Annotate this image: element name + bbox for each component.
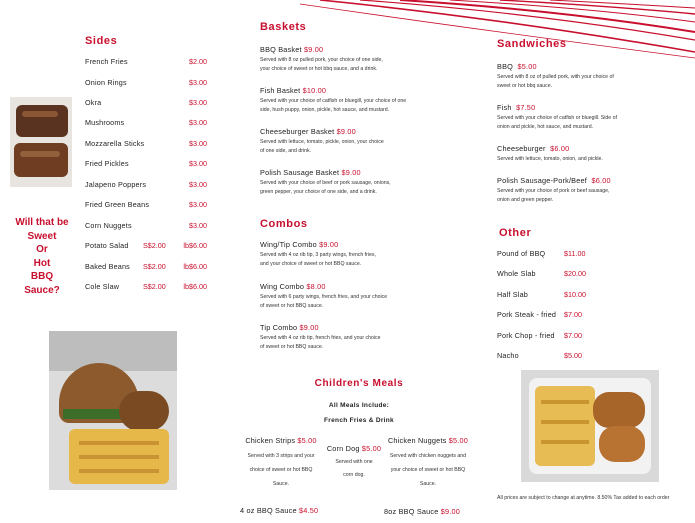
other-item: Pork Steak - fried $7.00 <box>497 310 582 319</box>
sauce-4oz: 4 oz BBQ Sauce $4.50 <box>240 506 319 515</box>
side-item: Fried Pickles $3.00 <box>85 159 207 168</box>
side-item: Onion Rings $3.00 <box>85 78 207 87</box>
other-item: Half Slab $10.00 <box>497 290 586 299</box>
menu-item-chicken-strips: Chicken Strips $5.00 Served with 3 strips and your choice of sweet or hot BBQ Sauce. <box>245 436 317 487</box>
sauce-question: Will that be Sweet Or Hot BBQ Sauce? <box>15 217 69 296</box>
side-item: French Fries $2.00 <box>85 57 207 66</box>
side-item: Corn Nuggets $3.00 <box>85 221 207 230</box>
sandwiches-heading: Sandwiches <box>497 38 567 50</box>
chicken-fries-photo <box>521 370 659 482</box>
burger-fries-photo <box>49 331 177 490</box>
menu-item-polish-sausage-sandwich: Polish Sausage-Pork/Beef $6.00 Served with your choice of pork or beef sausage, onion and green pepper. <box>497 176 611 203</box>
menu-item-tip-combo: Tip Combo $9.00 Served with 4 oz rib tip, french fries, and your choice of sweet or hot BBQ sauce. <box>260 323 381 350</box>
menu-item-chicken-nuggets: Chicken Nuggets $5.00 Served with chicken nuggets and your choice of sweet or hot BBQ Sauce. <box>387 436 469 487</box>
menu-item-wing-combo: Wing Combo $8.00 Served with 6 party wings, french fries, and your choice of sweet or hot BBQ sauce. <box>260 282 388 309</box>
other-item: Pork Chop - fried $7.00 <box>497 331 582 340</box>
menu-item-fish-basket: Fish Basket $10.00 Served with your choice of catfish or bluegill, your choice of one side, hush puppy, onion, pickle, hot sauce, and mustard. <box>260 86 407 113</box>
side-item-split: Potato Salad S$2.00 lb$6.00 <box>85 241 207 250</box>
menu-item-bbq-sandwich: BBQ $5.00 Served with 8 oz of pulled pork, with your choice of sweet or hot bbq sauce. <box>497 62 614 89</box>
menu-item-fish-sandwich: Fish $7.50 Served with your choice of catfish or bluegill. Side of onion and pickle, hot sauce, and mustard. <box>497 103 617 130</box>
menu-item-polish-sausage-basket: Polish Sausage Basket $9.00 Served with your choice of beef or pork sausage, onions, green pepper, your choice of one side, and a drink. <box>260 168 391 195</box>
footer-note: All prices are subject to change at anytime. 8.50% Tax added to each order <box>497 495 670 501</box>
menu-item-wing-tip-combo: Wing/Tip Combo $9.00 Served with 4 oz rib tip, 3 party wings, french fries, and your choice of sweet or hot BBQ sauce. <box>260 240 376 267</box>
other-item: Pound of BBQ $11.00 <box>497 249 586 258</box>
combos-heading: Combos <box>260 218 308 230</box>
baskets-heading: Baskets <box>260 21 307 33</box>
other-heading: Other <box>499 227 532 239</box>
side-item: Fried Green Beans $3.00 <box>85 200 207 209</box>
other-item: Whole Slab $20.00 <box>497 269 586 278</box>
side-item-split: Baked Beans S$2.00 lb$6.00 <box>85 262 207 271</box>
childrens-include-line-1: All Meals Include: <box>328 402 390 409</box>
sauce-8oz: 8oz BBQ Sauce $9.00 <box>384 507 461 516</box>
menu-item-bbq-basket: BBQ Basket $9.00 Served with 8 oz pulled pork, your choice of one side, your choice of sweet or hot bbq sauce, and a drink. <box>260 45 383 72</box>
side-item: Okra $3.00 <box>85 98 207 107</box>
side-item: Mushrooms $3.00 <box>85 118 207 127</box>
ribs-photo <box>10 97 72 187</box>
menu-item-cheeseburger-sandwich: Cheeseburger $6.00 Served with lettuce, tomato, onion, and pickle. <box>497 144 603 162</box>
childrens-meals-heading: Children's Meals <box>314 378 404 389</box>
side-item-split: Cole Slaw S$2.00 lb$6.00 <box>85 282 207 291</box>
other-item: Nacho $5.00 <box>497 351 582 360</box>
menu-item-corn-dog: Corn Dog $5.00 Served with one corn dog. <box>326 444 382 478</box>
sides-heading: Sides <box>85 35 118 47</box>
side-item: Mozzarella Sticks $3.00 <box>85 139 207 148</box>
menu-item-cheeseburger-basket: Cheeseburger Basket $9.00 Served with lettuce, tomato, pickle, onion, your choice of one side, and drink. <box>260 127 384 154</box>
childrens-include-line-2: French Fries & Drink <box>324 417 394 424</box>
side-item: Jalapeno Poppers $3.00 <box>85 180 207 189</box>
